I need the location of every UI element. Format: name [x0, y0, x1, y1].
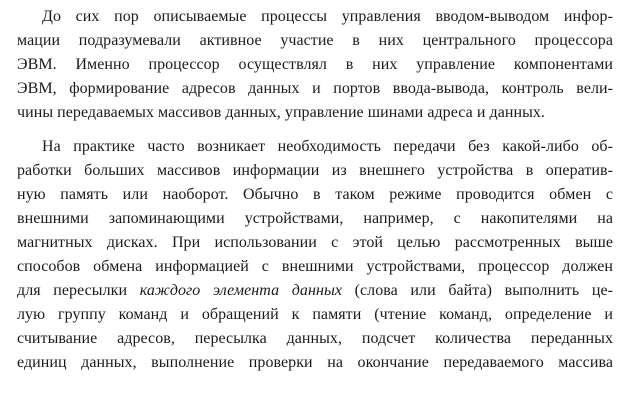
- text-line: магнитных дисках. При использовании с этой целью рассмотренных выше: [17, 234, 613, 251]
- text-line: До сих пор описываемые процессы управления вводом-выводом инфор-: [42, 8, 613, 25]
- emphasis-text: каждого элемента данных: [139, 282, 342, 299]
- text-line: ЭВМ. Именно процессор осуществлял в них управление компонентами: [17, 56, 613, 73]
- text-line: ную память или наоборот. Обычно в таком режиме проводится обмен с: [17, 186, 613, 203]
- text-segment: (слова или байта) выполнить це-: [341, 282, 613, 299]
- text-line-with-emphasis: [17, 279, 613, 303]
- text-line: считывание адресов, пересылка данных, подсчет количества переданных: [17, 330, 613, 347]
- text-segment: для пересылки: [17, 282, 140, 299]
- text-line: мации подразумевали активное участие в них центрального процессора: [17, 32, 613, 49]
- text-line: лую группу команд и обращений к памяти (чтение команд, определение и: [17, 306, 613, 323]
- text-line: работки больших массивов информации из внешнего устройства в оператив-: [17, 162, 613, 179]
- text-line: способов обмена информацией с внешними устройствами, процессор должен: [17, 258, 613, 275]
- text-line: На практике часто возникает необходимость передачи без какой-либо об-: [42, 138, 613, 155]
- text-line: единиц данных, выполнение проверки на окончание передаваемого массива: [17, 354, 613, 371]
- text-line: чины передаваемых массивов данных, управление шинами адреса и данных.: [17, 104, 545, 121]
- text-line: ЭВМ, формирование адресов данных и портов ввода-вывода, контроль вели-: [17, 80, 613, 97]
- text-line: внешними запоминающими устройствами, например, с накопителями на: [17, 210, 613, 227]
